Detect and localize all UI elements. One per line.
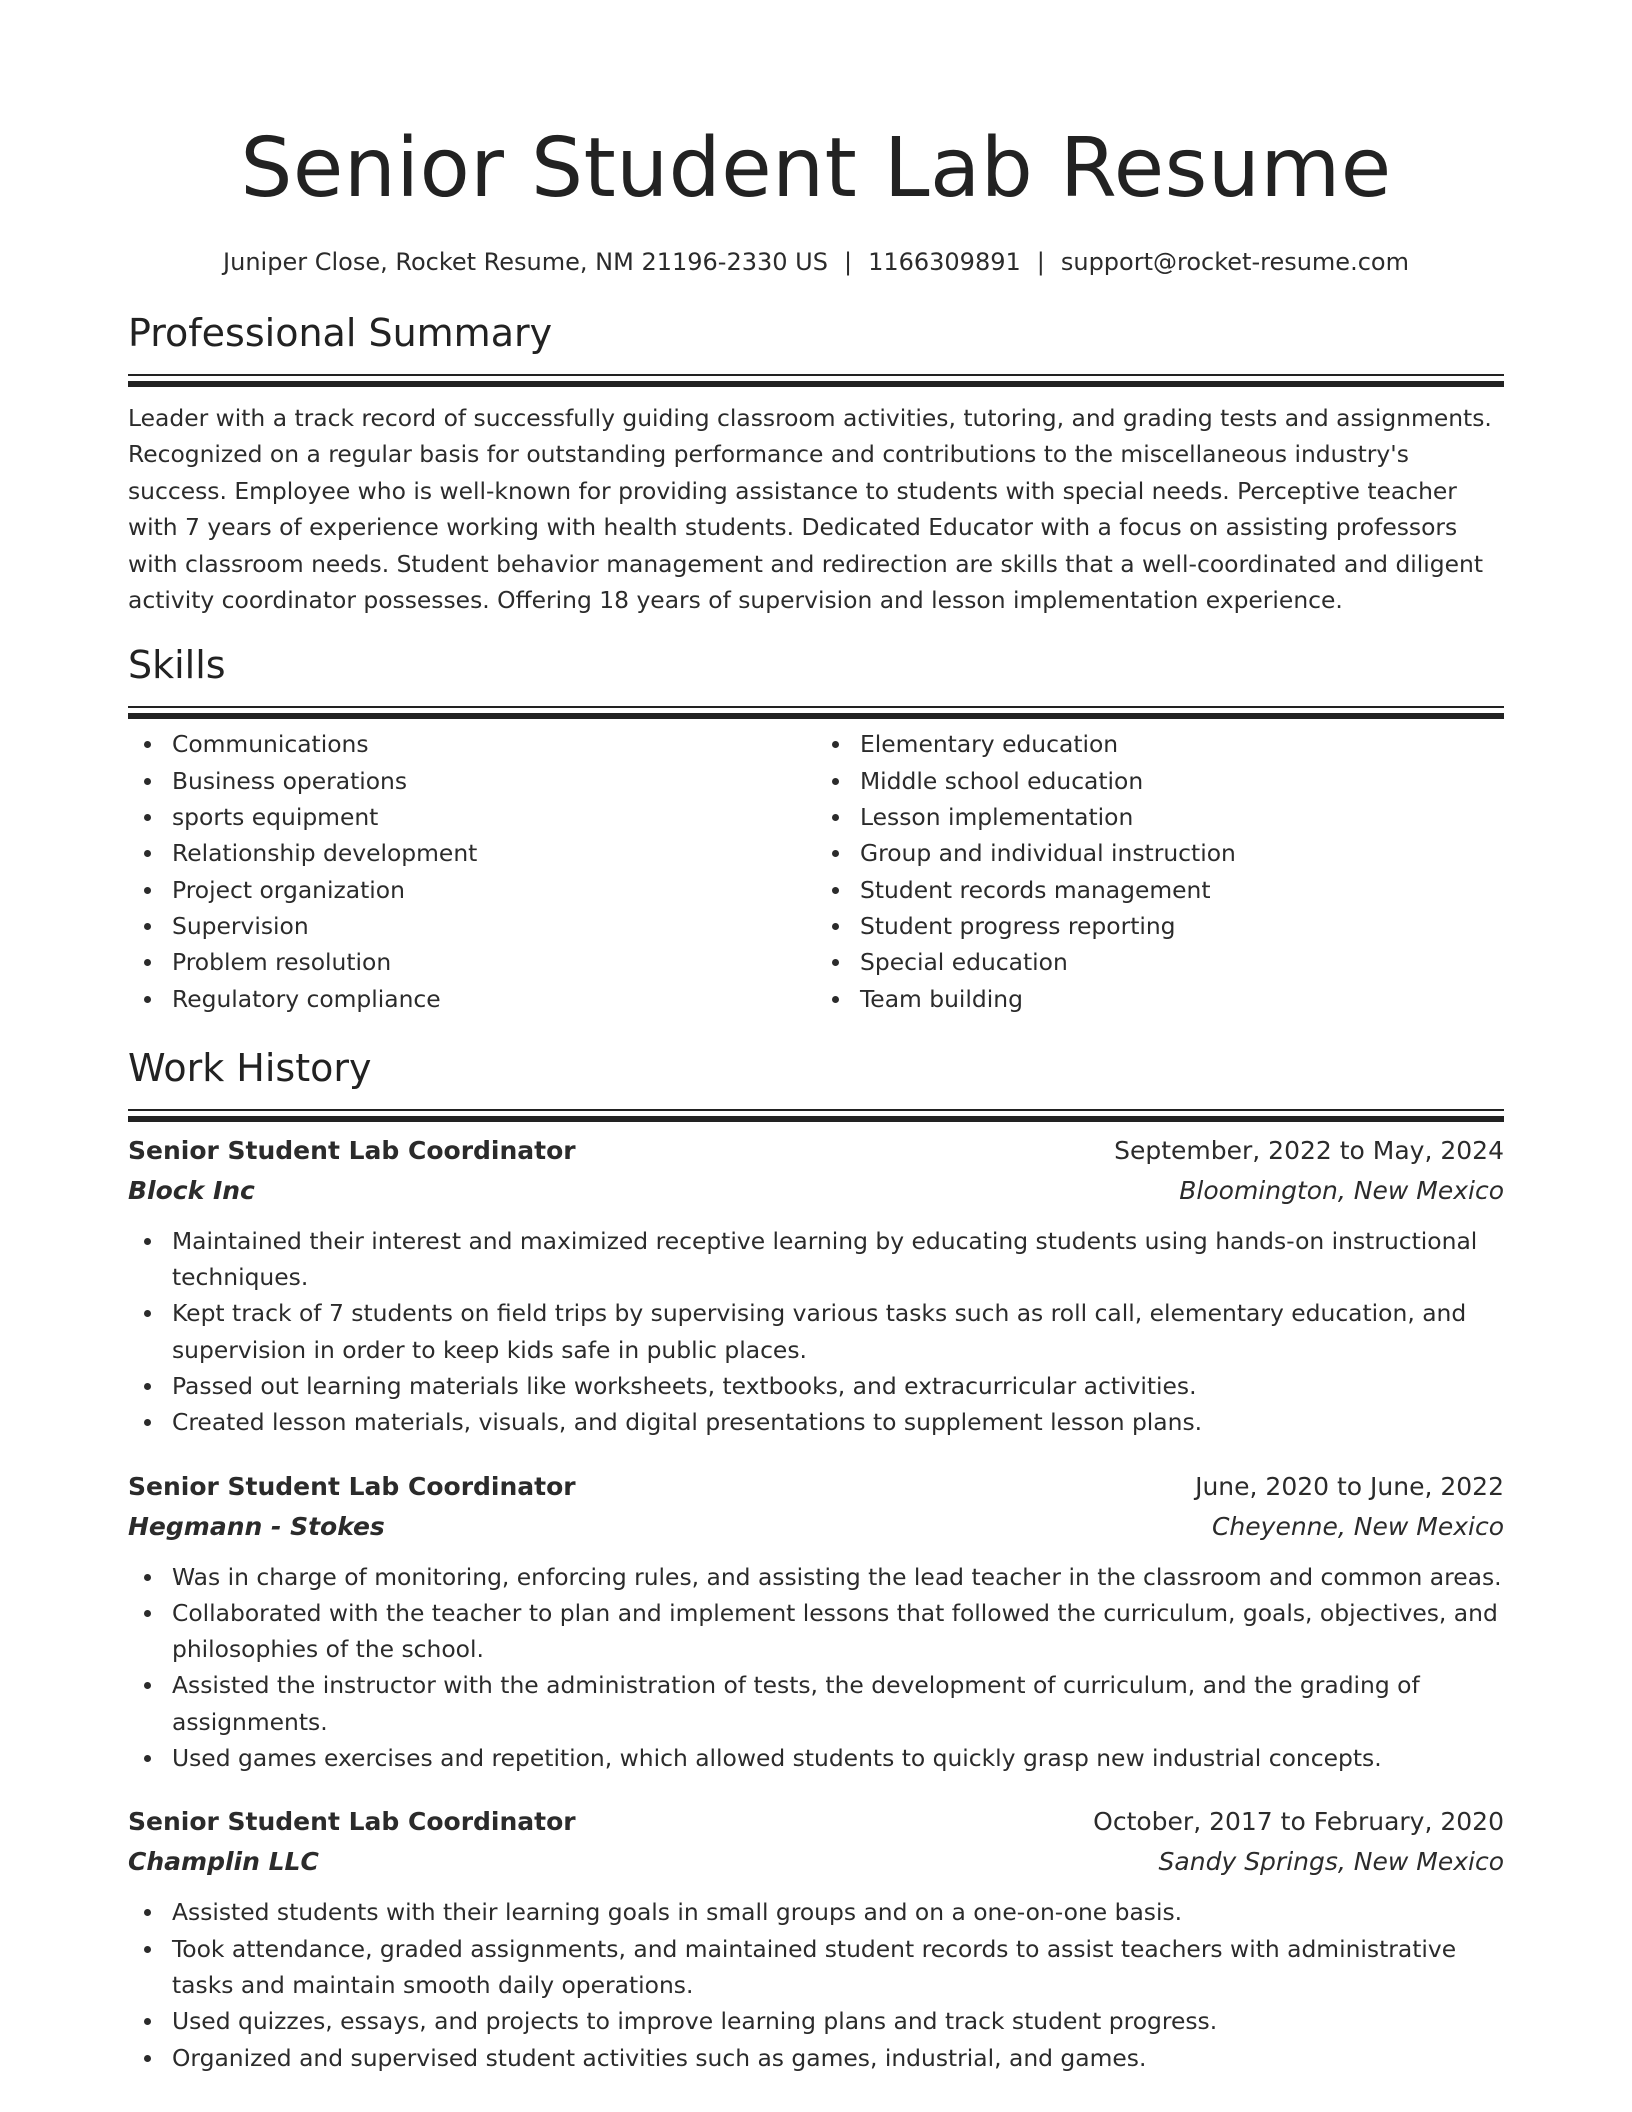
section-divider — [128, 374, 1504, 386]
skills-grid — [128, 726, 1504, 1016]
work-history-section — [128, 1043, 1504, 2076]
job-title: Senior Student Lab Coordinator — [128, 1807, 576, 1837]
skill-item: Student progress reporting — [860, 908, 1504, 944]
skill-item: Project organization — [172, 872, 816, 908]
job-header-row — [128, 1467, 1504, 1507]
job-bullet: Used quizzes, essays, and projects to improve learning plans and track student progress. — [172, 2003, 1504, 2039]
skill-item: Special education — [860, 944, 1504, 980]
job-header-row — [128, 1131, 1504, 1171]
job-bullet: Took attendance, graded assignments, and maintained student records to assist teachers with administrative tasks and maintain smooth daily operations. — [172, 1931, 1504, 2004]
summary-section — [128, 308, 1504, 618]
job-bullet: Was in charge of monitoring, enforcing rules, and assisting the lead teacher in the classroom and common areas. — [172, 1559, 1504, 1595]
job-title: Senior Student Lab Coordinator — [128, 1471, 576, 1501]
contact-email: support@rocket-resume.com — [1060, 248, 1409, 276]
job-location: Cheyenne, New Mexico — [1211, 1511, 1504, 1541]
job-bullet: Organized and supervised student activities such as games, industrial, and games. — [172, 2040, 1504, 2076]
job-bullet: Assisted the instructor with the administration of tests, the development of curriculum, and the grading of assignments. — [172, 1667, 1504, 1740]
job-dates: June, 2020 to June, 2022 — [1195, 1471, 1504, 1501]
skill-item: Team building — [860, 981, 1504, 1017]
skill-item: Business operations — [172, 763, 816, 799]
job-company: Hegmann - Stokes — [128, 1511, 385, 1541]
job-bullet: Collaborated with the teacher to plan and implement lessons that followed the curriculum, goals, objectives, and philosophies of the school. — [172, 1595, 1504, 1668]
section-title-work-history: Work History — [128, 1045, 372, 1090]
job-bullet: Assisted students with their learning goals in small groups and on a one-on-one basis. — [172, 1894, 1504, 1930]
job-company: Block Inc — [128, 1175, 255, 1205]
job-entry — [128, 1131, 1504, 1441]
skill-item: Communications — [172, 726, 816, 762]
job-bullet: Passed out learning materials like worksheets, textbooks, and extracurricular activities. — [172, 1368, 1504, 1404]
skill-item: Relationship development — [172, 835, 816, 871]
job-subheader-row — [128, 1171, 1504, 1211]
section-title-skills: Skills — [128, 643, 226, 688]
skill-item: Regulatory compliance — [172, 981, 816, 1017]
skill-item: Lesson implementation — [860, 799, 1504, 835]
skill-item: Problem resolution — [172, 944, 816, 980]
job-bullet: Maintained their interest and maximized receptive learning by educating students using hands-on instructional techniques. — [172, 1223, 1504, 1296]
resume-page — [128, 0, 1504, 2076]
resume-title: Senior Student Lab Resume — [240, 121, 1392, 216]
job-subheader-row — [128, 1507, 1504, 1547]
skill-item: Middle school education — [860, 763, 1504, 799]
section-divider — [128, 1109, 1504, 1121]
job-bullet: Used games exercises and repetition, which allowed students to quickly grasp new industrial concepts. — [172, 1740, 1504, 1776]
summary-text: Leader with a track record of successfully guiding classroom activities, tutoring, and grading tests and assignments. Recognized on a regular basis for outstanding performance and contributions to the miscellaneous industry's success. Employee who is well-known for providing assistance to students with special needs. Perceptive teacher with 7 years of experience working with health students. Dedicated Educator with a focus on assisting professors with classroom needs. Student behavior management and redirection are skills that a well-coordinated and diligent activity coordinator possesses. Offering 18 years of supervision and lesson implementation experience. — [128, 404, 1492, 615]
skill-item: Group and individual instruction — [860, 835, 1504, 871]
skill-item: Supervision — [172, 908, 816, 944]
section-divider — [128, 706, 1504, 718]
job-header-row — [128, 1802, 1504, 1842]
contact-phone: 1166309891 — [868, 248, 1021, 276]
job-bullet: Created lesson materials, visuals, and digital presentations to supplement lesson plans. — [172, 1404, 1504, 1440]
section-title-summary: Professional Summary — [128, 311, 553, 355]
skills-section — [128, 640, 1504, 1016]
contact-separator: | — [1036, 248, 1045, 276]
job-dates: October, 2017 to February, 2020 — [1093, 1807, 1504, 1837]
job-bullets — [128, 1559, 1504, 1777]
skills-column-left — [128, 726, 816, 1016]
job-title: Senior Student Lab Coordinator — [128, 1135, 576, 1165]
skill-item: Student records management — [860, 872, 1504, 908]
job-dates: September, 2022 to May, 2024 — [1114, 1135, 1504, 1165]
job-entry — [128, 1467, 1504, 1777]
skill-item: sports equipment — [172, 799, 816, 835]
job-bullets — [128, 1223, 1504, 1441]
job-bullet: Kept track of 7 students on field trips by supervising various tasks such as roll call, elementary education, and supervision in order to keep kids safe in public places. — [172, 1295, 1504, 1368]
job-subheader-row — [128, 1842, 1504, 1882]
job-location: Bloomington, New Mexico — [1179, 1175, 1504, 1205]
skill-item: Elementary education — [860, 726, 1504, 762]
job-location: Sandy Springs, New Mexico — [1158, 1847, 1504, 1877]
skills-column-right — [816, 726, 1504, 1016]
job-entry — [128, 1802, 1504, 2075]
job-company: Champlin LLC — [128, 1847, 319, 1877]
contact-address: Juniper Close, Rocket Resume, NM 21196-2330 US — [223, 248, 828, 276]
job-bullets — [128, 1894, 1504, 2075]
contact-line — [128, 246, 1504, 278]
contact-separator: | — [843, 248, 853, 276]
